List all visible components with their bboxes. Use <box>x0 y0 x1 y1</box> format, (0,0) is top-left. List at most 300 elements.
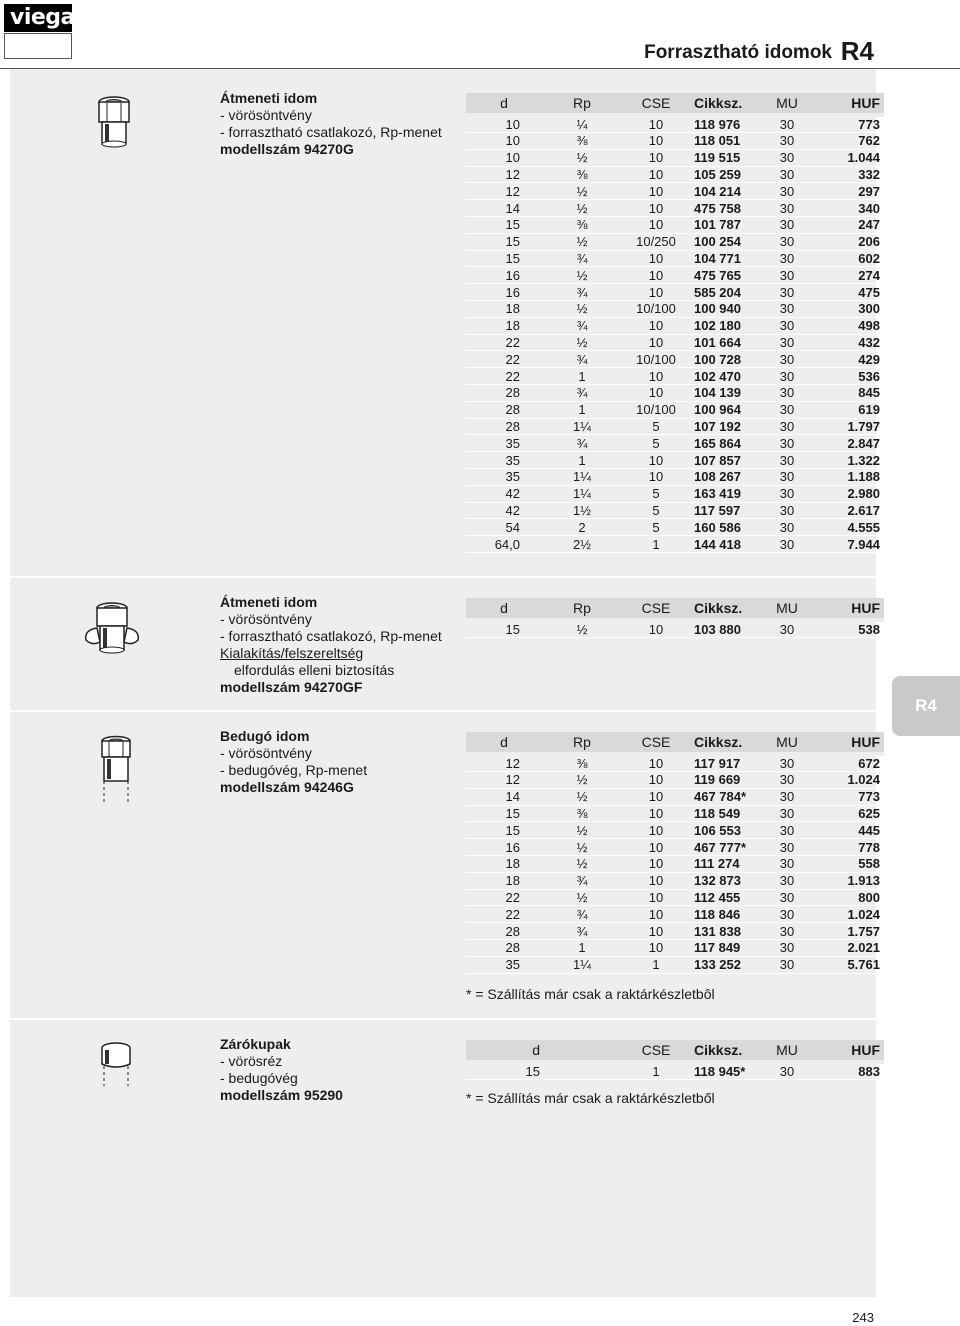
cell-d: 15 <box>466 822 542 839</box>
product-title: Átmeneti idom <box>220 90 318 106</box>
cell-mu: 30 <box>768 805 806 822</box>
table-row <box>466 788 884 805</box>
cell-cikk: 118 976 <box>690 115 768 133</box>
cell-rp: 1 <box>542 939 622 956</box>
cell-rp: ½ <box>542 233 622 250</box>
column-header-cikk: Cikksz. <box>690 732 768 754</box>
page-number: 243 <box>852 1310 874 1325</box>
table-row <box>466 452 884 469</box>
column-header-d: d <box>466 1040 622 1062</box>
cell-huf: 1.044 <box>806 149 884 166</box>
cell-cikk: 467 777* <box>690 839 768 856</box>
design-heading: Kialakítás/felszereltség <box>220 645 364 661</box>
table-row <box>466 166 884 183</box>
cell-cikk: 112 455 <box>690 889 768 906</box>
cell-huf: 625 <box>806 805 884 822</box>
cell-cse: 5 <box>622 502 690 519</box>
cell-cikk: 467 784* <box>690 788 768 805</box>
product-material: - vörösöntvény <box>220 745 312 761</box>
cell-cikk: 119 515 <box>690 149 768 166</box>
cell-mu: 30 <box>768 452 806 469</box>
cell-cse: 10 <box>622 284 690 301</box>
cell-cse: 1 <box>622 1062 690 1080</box>
cell-mu: 30 <box>768 267 806 284</box>
cell-huf: 778 <box>806 839 884 856</box>
cell-rp: ½ <box>542 200 622 217</box>
cell-mu: 30 <box>768 401 806 418</box>
cell-rp: 1 <box>542 452 622 469</box>
cell-cse: 10 <box>622 855 690 872</box>
cell-cikk: 102 470 <box>690 368 768 385</box>
cell-cikk: 104 771 <box>690 250 768 267</box>
cell-d: 18 <box>466 300 542 317</box>
table-row <box>466 1062 884 1080</box>
cell-huf: 762 <box>806 133 884 150</box>
cell-mu: 30 <box>768 233 806 250</box>
cell-cse: 10 <box>622 772 690 789</box>
cell-mu: 30 <box>768 822 806 839</box>
cell-mu: 30 <box>768 149 806 166</box>
cell-huf: 475 <box>806 284 884 301</box>
table-row <box>466 923 884 940</box>
table-row <box>466 300 884 317</box>
cell-d: 28 <box>466 401 542 418</box>
adapter-fitting-with-wings-icon <box>82 600 142 656</box>
cell-mu: 30 <box>768 620 806 638</box>
cell-huf: 206 <box>806 233 884 250</box>
table-row <box>466 149 884 166</box>
cell-cse: 10 <box>622 267 690 284</box>
cell-mu: 30 <box>768 923 806 940</box>
cell-d: 15 <box>466 620 542 638</box>
column-header-cse: CSE <box>622 598 690 620</box>
cell-huf: 2.847 <box>806 435 884 452</box>
cell-huf: 1.797 <box>806 418 884 435</box>
table-row <box>466 183 884 200</box>
cell-d: 12 <box>466 183 542 200</box>
cell-mu: 30 <box>768 133 806 150</box>
table-row <box>466 468 884 485</box>
section-divider <box>10 576 876 578</box>
table-row <box>466 939 884 956</box>
cell-cse: 10 <box>622 317 690 334</box>
column-header-mu: MU <box>768 598 806 620</box>
column-header-rp: Rp <box>542 732 622 754</box>
cell-huf: 332 <box>806 166 884 183</box>
section-code: R4 <box>840 36 874 66</box>
cell-mu: 30 <box>768 956 806 973</box>
cell-d: 35 <box>466 468 542 485</box>
table-row <box>466 200 884 217</box>
cell-cse: 10 <box>622 250 690 267</box>
cell-d: 10 <box>466 133 542 150</box>
cell-d: 16 <box>466 839 542 856</box>
column-header-d: d <box>466 598 542 620</box>
plug-fitting-icon <box>98 735 134 807</box>
cell-huf: 2.021 <box>806 939 884 956</box>
cell-mu: 30 <box>768 519 806 536</box>
cell-mu: 30 <box>768 435 806 452</box>
column-header-cikk: Cikksz. <box>690 1040 768 1062</box>
cell-mu: 30 <box>768 536 806 553</box>
cell-cikk: 100 940 <box>690 300 768 317</box>
cell-huf: 1.024 <box>806 906 884 923</box>
cell-d: 12 <box>466 772 542 789</box>
cell-d: 35 <box>466 435 542 452</box>
cell-huf: 5.761 <box>806 956 884 973</box>
table-row <box>466 855 884 872</box>
cell-cse: 10 <box>622 939 690 956</box>
side-tab[interactable]: R4 <box>892 676 960 736</box>
cell-rp: ½ <box>542 334 622 351</box>
section-divider <box>10 1018 876 1020</box>
cell-huf: 619 <box>806 401 884 418</box>
cell-mu: 30 <box>768 906 806 923</box>
cell-rp: 1 <box>542 401 622 418</box>
table-row <box>466 519 884 536</box>
block2-description <box>220 594 442 696</box>
table-row <box>466 872 884 889</box>
price-table-94270GF <box>466 598 884 638</box>
table-row <box>466 435 884 452</box>
cell-cikk: 108 267 <box>690 468 768 485</box>
cell-rp: 1¼ <box>542 485 622 502</box>
cell-cse: 10 <box>622 133 690 150</box>
model-number: modellszám 94270GF <box>220 679 363 695</box>
cell-cse: 10 <box>622 334 690 351</box>
cell-mu: 30 <box>768 889 806 906</box>
cell-d: 18 <box>466 872 542 889</box>
cell-cse: 10 <box>622 200 690 217</box>
cell-mu: 30 <box>768 334 806 351</box>
table-header-row <box>466 93 884 115</box>
section-divider <box>10 710 876 712</box>
cell-mu: 30 <box>768 351 806 368</box>
cell-cse: 10/100 <box>622 351 690 368</box>
table-row <box>466 317 884 334</box>
cell-cse: 10 <box>622 620 690 638</box>
cell-rp: ¾ <box>542 250 622 267</box>
cell-huf: 773 <box>806 115 884 133</box>
price-table-94246G <box>466 732 884 974</box>
column-header-cse: CSE <box>622 732 690 754</box>
cell-huf: 247 <box>806 216 884 233</box>
cell-mu: 30 <box>768 772 806 789</box>
cell-cse: 10 <box>622 754 690 772</box>
footnote: * = Szállítás már csak a raktárkészletbôl <box>466 986 715 1002</box>
cell-cse: 10 <box>622 805 690 822</box>
column-header-mu: MU <box>768 1040 806 1062</box>
cell-huf: 274 <box>806 267 884 284</box>
cell-rp: 1½ <box>542 502 622 519</box>
table-row <box>466 805 884 822</box>
cell-mu: 30 <box>768 872 806 889</box>
column-header-huf: HUF <box>806 598 884 620</box>
column-header-mu: MU <box>768 732 806 754</box>
cell-rp: ⅜ <box>542 805 622 822</box>
cell-d: 22 <box>466 906 542 923</box>
cell-mu: 30 <box>768 418 806 435</box>
cell-rp: ½ <box>542 267 622 284</box>
column-header-cse: CSE <box>622 1040 690 1062</box>
cell-cikk: 105 259 <box>690 166 768 183</box>
cell-cse: 10 <box>622 788 690 805</box>
cell-cikk: 133 252 <box>690 956 768 973</box>
cell-rp: ½ <box>542 822 622 839</box>
cell-cse: 1 <box>622 536 690 553</box>
cell-d: 15 <box>466 1062 622 1080</box>
column-header-rp: Rp <box>542 93 622 115</box>
cell-d: 15 <box>466 250 542 267</box>
cell-huf: 558 <box>806 855 884 872</box>
column-header-d: d <box>466 732 542 754</box>
cell-cikk: 101 664 <box>690 334 768 351</box>
table-header-row <box>466 732 884 754</box>
cell-cikk: 100 728 <box>690 351 768 368</box>
table-header-row <box>466 1040 884 1062</box>
cell-cse: 10 <box>622 839 690 856</box>
table-row <box>466 839 884 856</box>
cell-d: 12 <box>466 754 542 772</box>
cell-cikk: 585 204 <box>690 284 768 301</box>
cell-cikk: 144 418 <box>690 536 768 553</box>
cell-d: 12 <box>466 166 542 183</box>
cell-huf: 432 <box>806 334 884 351</box>
cell-cse: 10 <box>622 468 690 485</box>
cell-cse: 10 <box>622 115 690 133</box>
cell-cikk: 165 864 <box>690 435 768 452</box>
cell-cse: 10 <box>622 923 690 940</box>
column-header-rp: Rp <box>542 598 622 620</box>
cell-cikk: 475 758 <box>690 200 768 217</box>
cell-rp: 2 <box>542 519 622 536</box>
column-header-cse: CSE <box>622 93 690 115</box>
cell-rp: 1¼ <box>542 418 622 435</box>
table-row <box>466 115 884 133</box>
cell-rp: ¾ <box>542 384 622 401</box>
cell-cse: 10 <box>622 889 690 906</box>
cell-cse: 10 <box>622 216 690 233</box>
cell-mu: 30 <box>768 1062 806 1080</box>
end-cap-icon <box>98 1040 134 1090</box>
cell-rp: 1¼ <box>542 468 622 485</box>
cell-d: 42 <box>466 485 542 502</box>
table-row <box>466 250 884 267</box>
cell-mu: 30 <box>768 754 806 772</box>
cell-cikk: 103 880 <box>690 620 768 638</box>
cell-mu: 30 <box>768 468 806 485</box>
cell-cikk: 118 051 <box>690 133 768 150</box>
cell-d: 10 <box>466 115 542 133</box>
cell-d: 16 <box>466 267 542 284</box>
cell-d: 28 <box>466 418 542 435</box>
cell-cse: 10 <box>622 368 690 385</box>
cell-cse: 10 <box>622 906 690 923</box>
cell-cse: 5 <box>622 418 690 435</box>
cell-huf: 2.617 <box>806 502 884 519</box>
cell-mu: 30 <box>768 284 806 301</box>
cell-mu: 30 <box>768 939 806 956</box>
cell-d: 14 <box>466 200 542 217</box>
cell-rp: ½ <box>542 889 622 906</box>
cell-cikk: 117 849 <box>690 939 768 956</box>
cell-rp: ½ <box>542 300 622 317</box>
table-row <box>466 889 884 906</box>
cell-huf: 1.913 <box>806 872 884 889</box>
column-header-mu: MU <box>768 93 806 115</box>
cell-mu: 30 <box>768 250 806 267</box>
cell-d: 35 <box>466 452 542 469</box>
cell-rp: ½ <box>542 183 622 200</box>
cell-mu: 30 <box>768 839 806 856</box>
table-row <box>466 334 884 351</box>
block1-description <box>220 90 442 158</box>
cell-d: 28 <box>466 384 542 401</box>
cell-cikk: 100 964 <box>690 401 768 418</box>
cell-cikk: 107 192 <box>690 418 768 435</box>
product-connection: - bedugóvég <box>220 1070 298 1086</box>
cell-cikk: 107 857 <box>690 452 768 469</box>
cell-mu: 30 <box>768 166 806 183</box>
cell-d: 16 <box>466 284 542 301</box>
table-row <box>466 956 884 973</box>
cell-mu: 30 <box>768 200 806 217</box>
product-material: - vörösréz <box>220 1053 283 1069</box>
table-row <box>466 754 884 772</box>
footnote: * = Szállítás már csak a raktárkészletből <box>466 1090 715 1106</box>
product-material: - vörösöntvény <box>220 611 312 627</box>
cell-rp: ½ <box>542 772 622 789</box>
cell-cikk: 163 419 <box>690 485 768 502</box>
cell-mu: 30 <box>768 300 806 317</box>
cell-d: 18 <box>466 317 542 334</box>
price-table-95290 <box>466 1040 884 1080</box>
cell-cikk: 132 873 <box>690 872 768 889</box>
cell-cikk: 111 274 <box>690 855 768 872</box>
table-row <box>466 772 884 789</box>
table-row <box>466 233 884 250</box>
cell-cikk: 117 917 <box>690 754 768 772</box>
cell-d: 15 <box>466 805 542 822</box>
product-material: - vörösöntvény <box>220 107 312 123</box>
table-row <box>466 368 884 385</box>
cell-huf: 297 <box>806 183 884 200</box>
cell-cikk: 160 586 <box>690 519 768 536</box>
column-header-d: d <box>466 93 542 115</box>
cell-huf: 498 <box>806 317 884 334</box>
cell-cse: 10 <box>622 872 690 889</box>
cell-rp: ½ <box>542 788 622 805</box>
cell-cikk: 131 838 <box>690 923 768 940</box>
cell-mu: 30 <box>768 855 806 872</box>
cell-cse: 5 <box>622 519 690 536</box>
cell-rp: ½ <box>542 620 622 638</box>
design-feature: elfordulás elleni biztosítás <box>234 662 395 678</box>
cell-huf: 1.188 <box>806 468 884 485</box>
cell-cikk: 475 765 <box>690 267 768 284</box>
column-header-cikk: Cikksz. <box>690 93 768 115</box>
cell-d: 28 <box>466 923 542 940</box>
model-number: modellszám 95290 <box>220 1087 343 1103</box>
cell-huf: 1.757 <box>806 923 884 940</box>
cell-d: 35 <box>466 956 542 973</box>
cell-rp: ¾ <box>542 906 622 923</box>
cell-cse: 5 <box>622 435 690 452</box>
cell-huf: 445 <box>806 822 884 839</box>
model-number: modellszám 94270G <box>220 141 354 157</box>
product-title: Zárókupak <box>220 1036 291 1052</box>
cell-rp: ½ <box>542 855 622 872</box>
cell-huf: 429 <box>806 351 884 368</box>
page-title: Forrasztható idomok <box>644 42 832 63</box>
cell-rp: ⅜ <box>542 754 622 772</box>
cell-mu: 30 <box>768 183 806 200</box>
cell-cikk: 118 549 <box>690 805 768 822</box>
cell-mu: 30 <box>768 485 806 502</box>
table-row <box>466 418 884 435</box>
cell-rp: ¾ <box>542 435 622 452</box>
table-row <box>466 384 884 401</box>
cell-huf: 1.322 <box>806 452 884 469</box>
cell-mu: 30 <box>768 384 806 401</box>
cell-cikk: 100 254 <box>690 233 768 250</box>
cell-rp: ¾ <box>542 923 622 940</box>
cell-cse: 10/250 <box>622 233 690 250</box>
cell-d: 15 <box>466 233 542 250</box>
cell-mu: 30 <box>768 216 806 233</box>
cell-mu: 30 <box>768 115 806 133</box>
cell-rp: ¾ <box>542 284 622 301</box>
cell-huf: 340 <box>806 200 884 217</box>
cell-cse: 10 <box>622 822 690 839</box>
table-row <box>466 485 884 502</box>
cell-huf: 7.944 <box>806 536 884 553</box>
table-row <box>466 216 884 233</box>
cell-huf: 2.980 <box>806 485 884 502</box>
cell-huf: 602 <box>806 250 884 267</box>
cell-cikk: 102 180 <box>690 317 768 334</box>
table-row <box>466 502 884 519</box>
cell-cse: 5 <box>622 485 690 502</box>
product-title: Bedugó idom <box>220 728 310 744</box>
cell-huf: 672 <box>806 754 884 772</box>
cell-rp: ½ <box>542 149 622 166</box>
cell-huf: 1.024 <box>806 772 884 789</box>
cell-huf: 538 <box>806 620 884 638</box>
table-row <box>466 536 884 553</box>
logo-box <box>4 33 72 59</box>
cell-cikk: 101 787 <box>690 216 768 233</box>
cell-d: 22 <box>466 334 542 351</box>
cell-rp: ⅜ <box>542 216 622 233</box>
cell-rp: ¼ <box>542 115 622 133</box>
cell-d: 42 <box>466 502 542 519</box>
cell-d: 10 <box>466 149 542 166</box>
cell-huf: 300 <box>806 300 884 317</box>
cell-cse: 1 <box>622 956 690 973</box>
table-header-row <box>466 598 884 620</box>
cell-huf: 883 <box>806 1062 884 1080</box>
cell-rp: 1¼ <box>542 956 622 973</box>
cell-rp: ⅜ <box>542 166 622 183</box>
table-row <box>466 620 884 638</box>
cell-cikk: 117 597 <box>690 502 768 519</box>
cell-d: 54 <box>466 519 542 536</box>
cell-cse: 10 <box>622 166 690 183</box>
cell-rp: 2½ <box>542 536 622 553</box>
cell-cikk: 118 945* <box>690 1062 768 1080</box>
cell-d: 22 <box>466 889 542 906</box>
